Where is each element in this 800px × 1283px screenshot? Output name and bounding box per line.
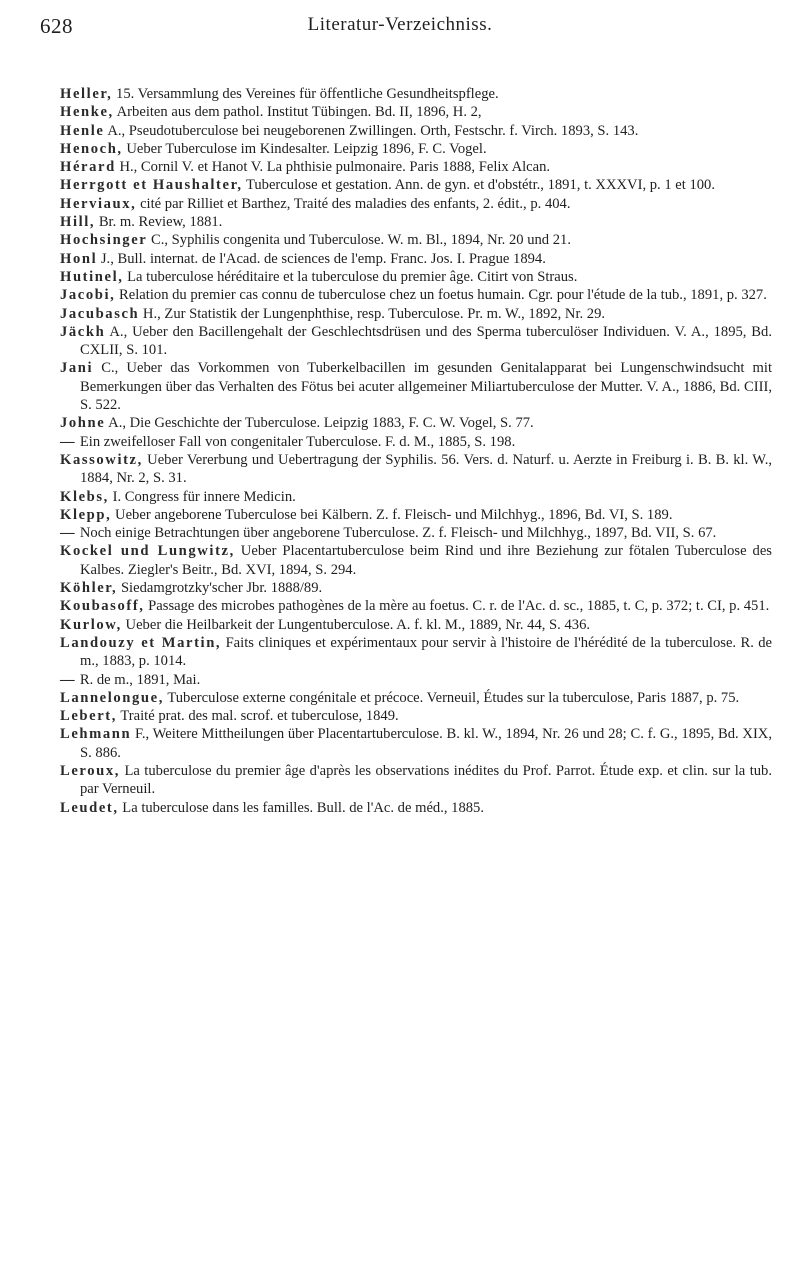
entry-author: Henle — [60, 122, 105, 139]
page-number: 628 — [40, 14, 73, 38]
entry-author: Jani — [60, 360, 94, 377]
entry-text: C., Ueber das Vorkommen von Tuberkelbacillen im gesunden Genitalapparat bei Lungenschwindsucht mit Bemerkungen über das Verhalten des Fötus bei acuter allgemeiner Miliartuberculose der Mutter. V. A., 1886, Bd. CIII, S. 522. — [80, 360, 772, 414]
entry-text: Traité prat. des mal. scrof. et tuberculose, 1849. — [117, 708, 399, 725]
entry-text: Arbeiten aus dem pathol. Institut Tübingen. Bd. II, 1896, H. 2, — [113, 104, 482, 121]
bibliography-entry — [60, 634, 772, 671]
entry-author: Köhler, — [60, 580, 118, 597]
entry-text: Ueber angeborene Tuberculose bei Kälbern. Z. f. Fleisch- und Milchhyg., 1896, Bd. VI, S. 189. — [111, 506, 673, 523]
bibliography-entry — [60, 689, 772, 707]
entry-author: Landouzy et Martin, — [60, 634, 222, 651]
entry-text: La tuberculose héréditaire et la tuberculose du premier âge. Citirt von Straus. — [123, 268, 578, 285]
entry-author: Hutinel, — [60, 268, 124, 285]
bibliography-entry — [60, 799, 772, 817]
entry-text: Noch einige Betrachtungen über angeborene Tuberculose. Z. f. Fleisch- und Milchhyg., 1897, Bd. VII, S. 67. — [76, 525, 717, 542]
entry-text: Passage des microbes pathogènes de la mère au foetus. C. r. de l'Ac. d. sc., 1885, t. C, p. 372; t. CI, p. 451. — [144, 598, 770, 615]
entry-author: Lebert, — [60, 708, 117, 725]
bibliography-entry — [60, 451, 772, 488]
bibliography-entry — [60, 597, 772, 615]
bibliography-entry — [60, 323, 772, 360]
entry-author: — — [60, 525, 77, 542]
entry-author: Hochsinger — [60, 232, 148, 249]
entry-author: Herrgott et Haushalter, — [60, 177, 243, 194]
entry-author: — — [60, 671, 77, 688]
entry-text: Faits cliniques et expérimentaux pour servir à l'histoire de l'hérédité de la tuberculose. R. de m., 1883, p. 1014. — [80, 634, 772, 670]
entry-author: Hérard — [60, 159, 116, 176]
entry-author: Jacubasch — [60, 305, 140, 322]
bibliography-entry — [60, 176, 772, 194]
entry-text: Siedamgrotzky'scher Jbr. 1888/89. — [117, 580, 323, 597]
bibliography-entry — [60, 671, 772, 689]
entry-text: J., Bull. internat. de l'Acad. de sciences de l'emp. Franc. Jos. I. Prague 1894. — [97, 250, 546, 267]
entry-text: Ein zweifelloser Fall von congenitaler Tuberculose. F. d. M., 1885, S. 198. — [76, 433, 516, 450]
bibliography-list — [60, 85, 772, 817]
entry-author: Lehmann — [60, 726, 132, 743]
entry-author: Leroux, — [60, 762, 120, 779]
entry-author: Johne — [60, 415, 106, 432]
entry-text: Tuberculose externe congénitale et précoce. Verneuil, Études sur la tuberculose, Paris 1887, p. 75. — [163, 689, 740, 706]
entry-author: Kassowitz, — [60, 451, 143, 468]
entry-text: Ueber Placentartuberculose beim Rind und ihre Beziehung zur fötalen Tuberculose des Kalbes. Ziegler's Beitr., Bd. XVI, 1894, S. 294. — [80, 543, 772, 578]
bibliography-entry — [60, 542, 772, 579]
entry-author: Honl — [60, 250, 98, 267]
bibliography-entry — [60, 195, 772, 213]
bibliography-entry — [60, 616, 772, 634]
entry-text: Relation du premier cas connu de tuberculose chez un foetus humain. Cgr. pour l'étude de la tub., 1891, p. 327. — [115, 287, 767, 304]
bibliography-entry — [60, 414, 772, 432]
bibliography-entry — [60, 122, 772, 140]
bibliography-entry — [60, 140, 772, 158]
entry-text: A., Die Geschichte der Tuberculose. Leipzig 1883, F. C. W. Vogel, S. 77. — [105, 415, 534, 432]
bibliography-entry — [60, 524, 772, 542]
page-header — [0, 14, 800, 44]
entry-author: Klebs, — [60, 488, 109, 505]
entry-text: H., Cornil V. et Hanot V. La phthisie pulmonaire. Paris 1888, Felix Alcan. — [115, 159, 551, 176]
bibliography-entry — [60, 707, 772, 725]
bibliography-entry — [60, 213, 772, 231]
bibliography-entry — [60, 506, 772, 524]
entry-text: C., Syphilis congenita und Tuberculose. W. m. Bl., 1894, Nr. 20 und 21. — [147, 232, 571, 249]
entry-author: Leudet, — [60, 799, 119, 816]
bibliography-entry — [60, 433, 772, 451]
entry-text: A., Pseudotuberculose bei neugeborenen Zwillingen. Orth, Festschr. f. Virch. 1893, S. 143. — [104, 122, 639, 139]
entry-author: Heller, — [60, 86, 113, 102]
entry-text: 15. Versammlung des Vereines für öffentliche Gesundheitspflege. — [112, 86, 499, 102]
bibliography-entry — [60, 488, 772, 506]
entry-author: Henke, — [60, 104, 114, 121]
entry-text: La tuberculose dans les familles. Bull. de l'Ac. de méd., 1885. — [118, 799, 484, 816]
bibliography-entry — [60, 268, 772, 286]
running-title: Literatur-Verzeichniss. — [307, 14, 493, 35]
entry-text: Ueber Tuberculose im Kindesalter. Leipzig 1896, F. C. Vogel. — [122, 140, 487, 157]
entry-author: Hill, — [60, 214, 96, 231]
entry-text: cité par Rilliet et Barthez, Traité des maladies des enfants, 2. édit., p. 404. — [136, 195, 571, 212]
entry-text: Br. m. Review, 1881. — [95, 214, 223, 231]
bibliography-entry — [60, 725, 772, 762]
entry-text: Tuberculose et gestation. Ann. de gyn. et d'obstétr., 1891, t. XXXVI, p. 1 et 100. — [242, 177, 715, 194]
bibliography-entry — [60, 305, 772, 323]
entry-author: Herviaux, — [60, 195, 137, 212]
entry-author: Jäckh — [60, 323, 106, 340]
entry-text: H., Zur Statistik der Lungenphthise, resp. Tuberculose. Pr. m. W., 1892, Nr. 29. — [139, 305, 606, 322]
entry-author: Kockel und Lungwitz, — [60, 543, 235, 560]
bibliography-entry — [60, 103, 772, 121]
bibliography-entry — [60, 85, 772, 103]
entry-author: — — [60, 433, 77, 450]
bibliography-entry — [60, 286, 772, 304]
bibliography-entry — [60, 579, 772, 597]
entry-text: R. de m., 1891, Mai. — [76, 671, 201, 688]
entry-text: Ueber Vererbung und Uebertragung der Syphilis. 56. Vers. d. Naturf. u. Aerzte in Freiburg i. B. B. kl. W., 1884, Nr. 2, S. 31. — [80, 451, 772, 487]
bibliography-entry — [60, 231, 772, 249]
bibliography-entry — [60, 762, 772, 799]
entry-text: A., Ueber den Bacillengehalt der Geschlechtsdrüsen und des Sperma tuberculöser Individuen. V. A., 1895, Bd. CXLII, S. 101. — [80, 323, 772, 359]
entry-author: Kurlow, — [60, 616, 122, 633]
entry-author: Klepp, — [60, 506, 112, 523]
entry-text: I. Congress für innere Medicin. — [108, 488, 296, 505]
bibliography-entry — [60, 250, 772, 268]
entry-author: Henoch, — [60, 140, 123, 157]
bibliography-entry — [60, 158, 772, 176]
entry-text: La tuberculose du premier âge d'après les observations inédites du Prof. Parrot. Étude exp. et clin. sur la tub. par Verneuil. — [80, 762, 772, 798]
entry-text: F., Weitere Mittheilungen über Placentartuberculose. B. kl. W., 1894, Nr. 26 und 28; C. f. G., 1895, Bd. XIX, S. 886. — [80, 726, 772, 761]
entry-author: Koubasoff, — [60, 598, 145, 615]
bibliography-entry — [60, 359, 772, 414]
entry-author: Jacobi, — [60, 287, 116, 304]
entry-author: Lannelongue, — [60, 689, 164, 706]
entry-text: Ueber die Heilbarkeit der Lungentuberculose. A. f. kl. M., 1889, Nr. 44, S. 436. — [121, 616, 591, 633]
